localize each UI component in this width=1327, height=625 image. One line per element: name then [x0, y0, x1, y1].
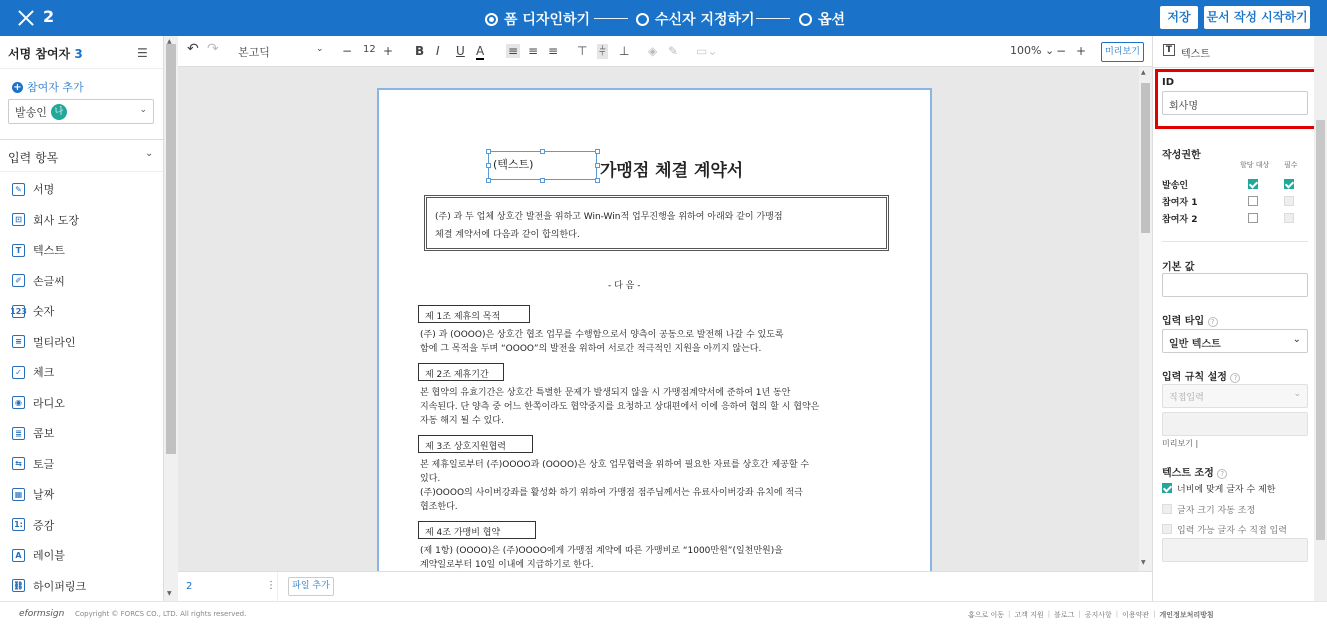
step-recipients[interactable]: 수신자 지정하기	[636, 9, 755, 29]
perm-row-label: 참여자 2	[1162, 215, 1198, 225]
handwriting-icon: ✐	[12, 274, 25, 287]
separator: |	[1047, 610, 1051, 618]
me-badge: 나	[51, 104, 67, 120]
scroll-down-icon[interactable]: ▼	[1141, 559, 1146, 566]
chevron-down-icon[interactable]: ⌄	[316, 44, 324, 54]
article-line: (주) 과 (OOOO)은 상호간 협조 업무를 수행함으로서 양측이 공동으로 발전해 나갈 수 있도록	[420, 330, 784, 340]
document-count: 2	[43, 7, 55, 26]
valign-top-icon[interactable]: ⊤	[577, 44, 588, 58]
bold-icon[interactable]: B	[415, 44, 425, 58]
italic-icon[interactable]: I	[436, 44, 440, 58]
divider	[0, 139, 164, 140]
participants-heading: 서명 참여자 3	[8, 47, 83, 61]
scroll-up-icon[interactable]: ▲	[167, 38, 172, 45]
add-participant-button[interactable]: + 참여자 추가	[13, 81, 84, 94]
radio-selected-icon	[485, 13, 498, 26]
panel-scrollbar[interactable]	[1314, 36, 1327, 601]
id-label: ID	[1162, 77, 1175, 88]
field-type: 텍스트	[1181, 49, 1210, 60]
canvas-scrollbar[interactable]	[1139, 67, 1152, 571]
chevron-down-icon[interactable]: ⌄	[145, 148, 154, 159]
document-title: 가맹점 체결 계약서	[600, 161, 744, 181]
footer-link[interactable]: 고객 지원	[1014, 611, 1044, 619]
fields-heading: 입력 항목	[8, 151, 59, 165]
combo-icon: ≣	[12, 427, 25, 440]
text-type-icon: T	[1163, 44, 1175, 56]
stepper-icon: 1:	[12, 518, 25, 531]
divider	[1153, 67, 1327, 68]
article-line: (제 1항) (OOOO)은 (주)OOOO에게 가맹점 계약에 따른 가맹비로 “1000만원”(일천만원)을	[420, 546, 783, 556]
add-file-button[interactable]: 파일 추가	[288, 577, 334, 596]
radio-icon	[799, 13, 812, 26]
id-input[interactable]: 회사명	[1162, 91, 1308, 115]
preview-button[interactable]: 미리보기	[1101, 42, 1144, 62]
undo-icon[interactable]: ↶	[187, 41, 199, 57]
scroll-thumb[interactable]	[1141, 83, 1150, 233]
chevron-down-icon: ⌄	[139, 105, 147, 115]
article-title: 제 2조 제휴기간	[418, 363, 504, 381]
text-icon: T	[12, 244, 25, 257]
footer-link[interactable]: 홈으로 이동	[968, 611, 1005, 619]
assign-checkbox[interactable]	[1248, 213, 1258, 223]
assign-checkbox[interactable]	[1248, 196, 1258, 206]
chevron-down-icon: ⌄	[1292, 334, 1301, 345]
footer-link[interactable]: 개인정보처리방침	[1159, 611, 1214, 619]
field-item[interactable]: ▦ 날짜	[12, 485, 54, 503]
fill-color-icon[interactable]: ◈	[648, 44, 658, 58]
article-line: 있다.	[420, 474, 441, 484]
assign-checkbox[interactable]	[1248, 179, 1258, 189]
font-size-value[interactable]: 12	[363, 44, 376, 55]
input-rule-label: 입력 규칙 설정 ?	[1162, 368, 1240, 383]
field-item[interactable]: ✐ 손글씨	[12, 272, 65, 290]
hyperlink-icon: ⛓	[13, 581, 24, 590]
field-item[interactable]: T 텍스트	[12, 241, 65, 259]
text-adjust-label: 텍스트 조정 ?	[1162, 464, 1227, 479]
start-writing-button[interactable]: 문서 작성 시작하기	[1204, 6, 1310, 29]
rule-input[interactable]	[1162, 412, 1308, 436]
footer-link[interactable]: 이용약관	[1122, 611, 1150, 619]
option-label: 글자 크기 자동 조정	[1177, 505, 1256, 516]
separator: |	[1078, 610, 1081, 618]
resize-handle[interactable]	[540, 149, 545, 154]
scroll-thumb[interactable]	[1316, 120, 1325, 540]
default-value-label: 기본 값	[1162, 262, 1195, 273]
multiline-icon: ≡	[12, 335, 25, 348]
stamp-icon: ⊡	[12, 213, 25, 226]
border-style-icon[interactable]: ▭⌄	[696, 44, 718, 58]
resize-handle[interactable]	[540, 178, 545, 183]
scroll-thumb[interactable]	[166, 44, 176, 454]
article-line: 본 제휴일로부터 (주)OOOO과 (OOOO)은 상호 업무협력을 위하여 필요한 자료를 상호간 제공할 수	[420, 460, 810, 470]
field-item[interactable]: ≡ 멀티라인	[12, 333, 76, 351]
article-line: 계약일로부터 10일 이내에 지급하기로 한다.	[420, 560, 594, 570]
radio-icon	[636, 13, 649, 26]
document-canvas	[178, 67, 1139, 571]
check-icon: ✓	[12, 366, 25, 379]
field-item[interactable]: ✓ 체크	[12, 363, 54, 381]
scroll-down-icon[interactable]: ▼	[167, 590, 172, 597]
input-type-label: 입력 타입 ?	[1162, 312, 1218, 327]
field-item[interactable]: ≣ 콤보	[12, 424, 54, 442]
zoom-select[interactable]: 100% ⌄	[1010, 44, 1055, 57]
default-value-input[interactable]	[1162, 273, 1308, 297]
field-item[interactable]: ⇆ 토글	[12, 455, 54, 473]
divider	[0, 68, 164, 69]
scroll-up-icon[interactable]: ▲	[1141, 69, 1146, 76]
article-title: 제 3조 상호지원협력	[418, 435, 533, 453]
field-item[interactable]: ⊡ 회사 도장	[12, 211, 79, 229]
step-form-design[interactable]: 폼 디자인하기	[485, 9, 590, 29]
separator: |	[1153, 610, 1156, 618]
format-toolbar	[178, 36, 1152, 67]
article-line: 협조한다.	[420, 502, 458, 512]
eformsign-logo: eformsign	[19, 609, 65, 619]
permission-label: 작성권한	[1162, 150, 1201, 161]
pen-icon: ✎	[12, 183, 25, 196]
preview-label: 미리보기 |	[1162, 439, 1199, 448]
help-icon: ?	[1208, 317, 1218, 327]
article-line: 자동 해지 될 수 있다.	[420, 416, 504, 426]
top-bar	[0, 0, 1327, 36]
decrease-size-icon[interactable]: −	[342, 44, 353, 58]
required-checkbox[interactable]	[1284, 213, 1294, 223]
divider	[0, 171, 164, 172]
separator: |	[1115, 610, 1119, 618]
underline-icon[interactable]: U	[456, 44, 465, 58]
article-title: 제 4조 가맹비 협약	[418, 521, 536, 539]
field-item[interactable]: 1: 증감	[12, 516, 54, 534]
align-center-icon[interactable]: ≡	[528, 44, 539, 58]
resize-handle[interactable]	[486, 178, 491, 183]
zoom-out-icon[interactable]: −	[1056, 44, 1067, 58]
field-item[interactable]: ✎ 서명	[12, 180, 54, 198]
resize-handle[interactable]	[486, 149, 491, 154]
save-button[interactable]: 저장	[1160, 6, 1198, 29]
text-field-selected[interactable]: (텍스트)	[488, 151, 597, 180]
more-icon[interactable]: ⋮	[266, 580, 276, 591]
perm-row-label: 발송인	[1162, 181, 1189, 191]
resize-handle[interactable]	[595, 149, 600, 154]
step-options[interactable]: 옵션	[799, 9, 845, 29]
chevron-down-icon: ⌄	[1293, 389, 1301, 399]
option-label: 입력 가능 글자 수 직접 입력	[1177, 526, 1287, 536]
valign-bottom-icon[interactable]: ⊥	[619, 44, 630, 58]
increase-size-icon[interactable]: +	[383, 44, 394, 58]
field-item[interactable]: A 레이블	[12, 546, 65, 564]
da-eum: - 다 음 -	[608, 281, 641, 291]
redo-icon[interactable]: ↷	[207, 41, 219, 57]
page-tab[interactable]: 2 ⋮	[178, 572, 278, 601]
separator: |	[1008, 610, 1011, 618]
label-icon: A	[12, 549, 25, 562]
step-connector	[756, 18, 790, 19]
align-left-icon[interactable]: ≡	[508, 44, 519, 58]
footer-links	[968, 610, 1214, 620]
option-checkbox[interactable]	[1162, 504, 1172, 514]
field-item[interactable]: 123 숫자	[10, 305, 55, 318]
page-bar	[178, 571, 1152, 601]
footer	[0, 601, 1327, 625]
input-rule-select[interactable]: 직접입력 ⌄	[1162, 384, 1308, 408]
input-type-select[interactable]: 일반 텍스트 ⌄	[1162, 329, 1308, 353]
divider	[1162, 241, 1308, 242]
radio-icon: ◉	[12, 396, 25, 409]
article-line: 함에 그 목적을 두며 “OOOO”의 발전을 위하여 서로간 적극적인 지원을 아끼지 않는다.	[420, 344, 762, 354]
zoom-in-icon[interactable]: +	[1076, 44, 1087, 58]
font-color-icon[interactable]: A	[476, 44, 485, 58]
valign-middle-icon[interactable]: ⫩	[599, 44, 606, 58]
plus-icon: +	[13, 81, 22, 93]
intro-box: (주) 과 두 업체 상호간 발전을 위하고 Win-Win적 업무진행을 위하여 아래와 같이 가맹점 체결 계약서에 다음과 같이 합의한다.	[424, 195, 889, 251]
col-assign: 할당 대상	[1240, 161, 1270, 169]
number-icon: 123	[10, 306, 27, 316]
article-line: (주)OOOO의 사이버강좌를 활성화 하기 위하여 가맹점 점주님께서는 유료사이버강좌 유치에 적극	[420, 488, 803, 498]
footer-link[interactable]: 블로그	[1054, 611, 1075, 619]
field-item[interactable]: ◉ 라디오	[12, 394, 65, 412]
document-page	[377, 88, 932, 571]
help-icon: ?	[1217, 469, 1227, 479]
copyright: Copyright © FORCS CO., LTD. All rights reserved.	[75, 610, 247, 618]
property-panel	[1152, 36, 1327, 601]
resize-handle[interactable]	[486, 163, 491, 168]
font-select[interactable]: 본고딕	[238, 46, 270, 59]
col-required: 필수	[1284, 161, 1298, 169]
step-connector	[594, 18, 628, 19]
border-color-icon[interactable]: ✎	[668, 44, 679, 58]
option-label: 너비에 맞게 글자 수 제한	[1177, 485, 1276, 495]
left-sidebar	[0, 36, 164, 601]
align-right-icon[interactable]: ≡	[548, 44, 559, 58]
left-scrollbar[interactable]	[164, 36, 178, 601]
perm-row-label: 참여자 1	[1162, 198, 1198, 208]
participant-select[interactable]: 발송인 나 ⌄	[8, 99, 154, 124]
required-checkbox[interactable]	[1284, 196, 1294, 206]
footer-link[interactable]: 공지사항	[1084, 611, 1112, 619]
article-title: 제 1조 제휴의 목적	[418, 305, 530, 323]
close-icon[interactable]	[16, 8, 36, 28]
article-line: 지속된다. 단 양측 중 어느 한쪽이라도 협약중지를 요청하고 상대편에서 이에 응하여 협의 할 시 협약은	[420, 402, 820, 412]
option-checkbox[interactable]	[1162, 524, 1172, 534]
toggle-icon: ⇆	[12, 457, 25, 470]
max-length-input[interactable]	[1162, 538, 1308, 562]
help-icon: ?	[1230, 373, 1240, 383]
article-line: 본 협약의 유효기간은 상호간 특별한 문제가 발생되지 않을 시 가맹점계약서에 준하여 1년 동안	[420, 388, 791, 398]
field-item[interactable]: ⛓ 하이퍼링크	[13, 579, 87, 593]
date-icon: ▦	[12, 488, 25, 501]
required-checkbox[interactable]	[1284, 179, 1294, 189]
option-checkbox[interactable]	[1162, 483, 1172, 493]
list-icon[interactable]: ☰	[137, 46, 148, 60]
